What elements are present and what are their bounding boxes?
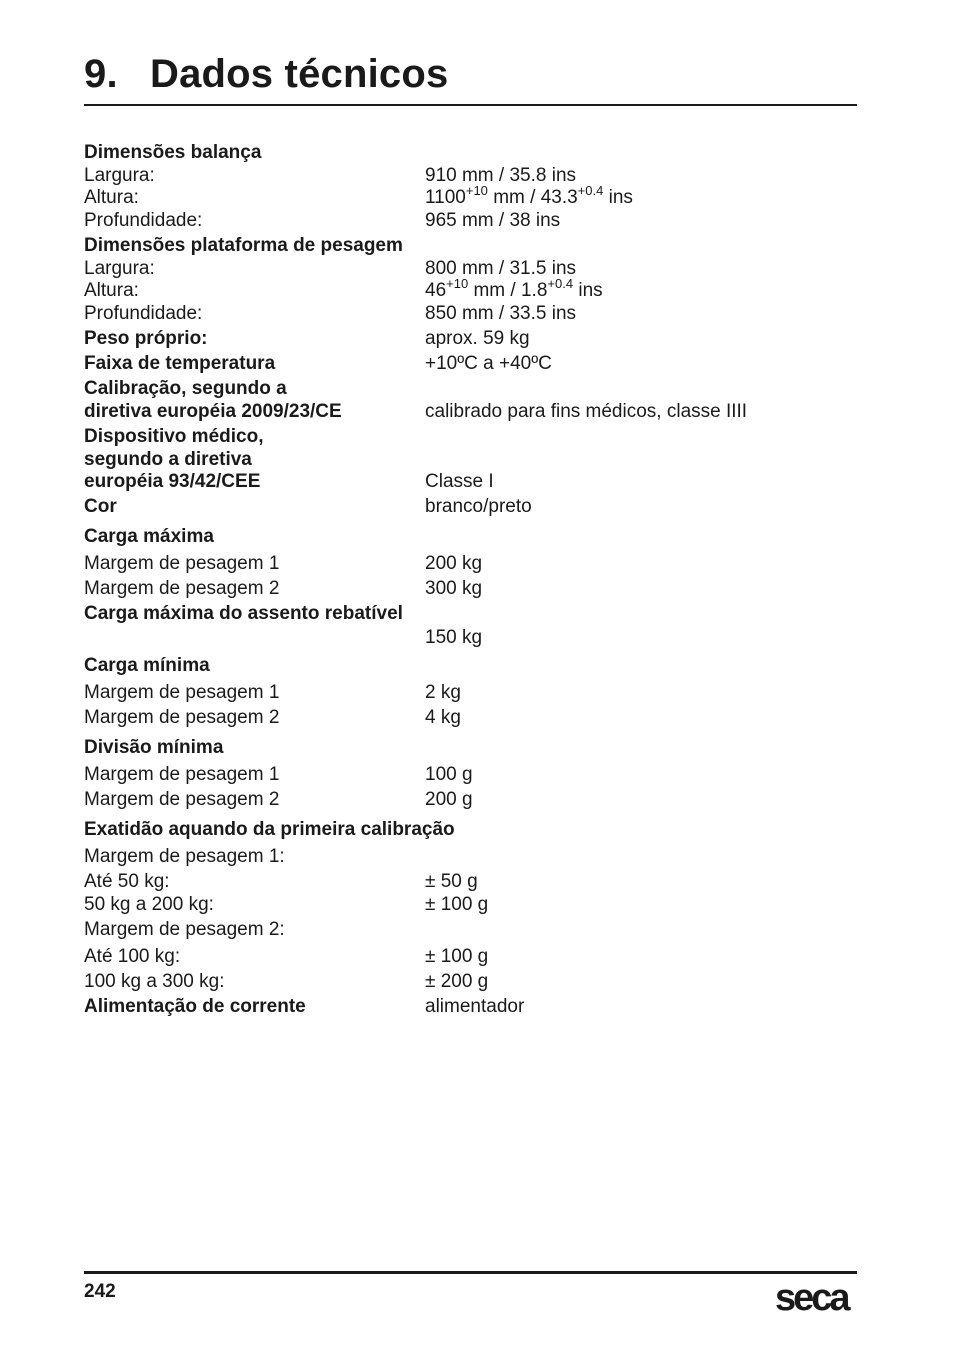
spec-heading: Carga máxima do assento rebatível	[84, 603, 403, 624]
tolerance-superscript: +10	[446, 276, 469, 291]
spec-label: Altura:	[84, 280, 139, 301]
spec-heading: diretiva européia 2009/23/CE	[84, 401, 342, 422]
spec-heading: Calibração, segundo a	[84, 378, 287, 399]
spec-value: 100 g	[425, 764, 473, 785]
value-part: mm / 1.8	[468, 280, 548, 301]
spec-row	[84, 818, 857, 842]
footer-rule	[84, 1271, 857, 1274]
spec-label: Até 100 kg:	[84, 946, 181, 967]
spec-row	[84, 327, 857, 351]
spec-row	[84, 845, 857, 869]
spec-row	[84, 763, 857, 787]
spec-value: 800 mm / 31.5 ins	[425, 258, 577, 279]
spec-value: aprox. 59 kg	[425, 328, 530, 349]
tolerance-superscript: +0.4	[577, 183, 604, 198]
spec-row	[84, 209, 857, 233]
spec-heading: Alimentação de corrente	[84, 996, 306, 1017]
spec-label: Profundidade:	[84, 303, 203, 324]
spec-heading: européia 93/42/CEE	[84, 471, 261, 492]
spec-row	[84, 681, 857, 705]
spec-value: 850 mm / 33.5 ins	[425, 303, 577, 324]
spec-row	[84, 377, 857, 401]
spec-heading: Dimensões plataforma de pesagem	[84, 235, 403, 256]
spec-row	[84, 626, 857, 650]
spec-row	[84, 400, 857, 424]
spec-value: calibrado para fins médicos, classe IIII	[425, 401, 748, 422]
spec-value: 4 kg	[425, 707, 461, 728]
spec-heading: Dimensões balança	[84, 142, 262, 163]
spec-value: 910 mm / 35.8 ins	[425, 165, 577, 186]
spec-value: branco/preto	[425, 496, 532, 517]
page-title	[84, 52, 448, 97]
spec-heading: Divisão mínima	[84, 737, 224, 758]
spec-label: Margem de pesagem 1:	[84, 846, 285, 867]
spec-row	[84, 141, 857, 165]
spec-row	[84, 495, 857, 519]
spec-label: Margem de pesagem 1	[84, 682, 280, 703]
spec-label: 50 kg a 200 kg:	[84, 894, 214, 915]
spec-row	[84, 425, 857, 449]
spec-row	[84, 706, 857, 730]
spec-label: Margem de pesagem 2	[84, 707, 280, 728]
spec-label: Altura:	[84, 187, 139, 208]
spec-value: ± 50 g	[425, 871, 478, 892]
spec-row	[84, 945, 857, 969]
spec-row	[84, 448, 857, 472]
value-part: 46	[425, 280, 447, 301]
spec-row	[84, 257, 857, 281]
spec-value: 965 mm / 38 ins	[425, 210, 561, 231]
spec-row	[84, 918, 857, 942]
spec-value: alimentador	[425, 996, 525, 1017]
spec-value: 200 kg	[425, 553, 483, 574]
seca-logo	[774, 1276, 858, 1316]
spec-row	[84, 970, 857, 994]
section-title: Dados técnicos	[150, 52, 449, 96]
spec-row	[84, 302, 857, 326]
spec-row	[84, 893, 857, 917]
spec-row	[84, 470, 857, 494]
spec-label: Margem de pesagem 1	[84, 764, 280, 785]
spec-row	[84, 995, 857, 1019]
spec-row	[84, 183, 857, 210]
section-number: 9.	[84, 52, 118, 96]
seca-logo-text: seca	[775, 1277, 848, 1316]
spec-value: 2 kg	[425, 682, 461, 703]
spec-heading: Dispositivo médico,	[84, 426, 264, 447]
spec-label: Até 50 kg:	[84, 871, 170, 892]
spec-row	[84, 654, 857, 678]
spec-value	[425, 276, 603, 303]
header-rule	[84, 104, 857, 106]
spec-label: 100 kg a 300 kg:	[84, 971, 225, 992]
spec-value: Classe I	[425, 471, 494, 492]
spec-label: Profundidade:	[84, 210, 203, 231]
spec-row	[84, 276, 857, 303]
spec-value: ± 100 g	[425, 894, 489, 915]
spec-heading: Peso próprio:	[84, 328, 208, 349]
spec-row	[84, 352, 857, 376]
spec-row	[84, 552, 857, 576]
spec-heading: segundo a diretiva	[84, 449, 252, 470]
spec-value: 200 g	[425, 789, 473, 810]
spec-value	[425, 183, 633, 210]
spec-value: ± 200 g	[425, 971, 489, 992]
spec-value: 300 kg	[425, 578, 483, 599]
spec-heading: Cor	[84, 496, 117, 517]
spec-row	[84, 788, 857, 812]
spec-row	[84, 577, 857, 601]
value-part: 1100	[425, 187, 466, 208]
spec-row	[84, 234, 857, 258]
spec-label: Largura:	[84, 165, 155, 186]
tolerance-superscript: +10	[465, 183, 488, 198]
value-part: ins	[603, 187, 633, 208]
spec-value: ± 100 g	[425, 946, 489, 967]
value-part: ins	[573, 280, 603, 301]
spec-row	[84, 602, 857, 626]
spec-heading: Exatidão aquando da primeira calibração	[84, 819, 455, 840]
spec-row	[84, 870, 857, 894]
spec-heading: Faixa de temperatura	[84, 353, 276, 374]
spec-row	[84, 736, 857, 760]
spec-heading: Carga mínima	[84, 655, 210, 676]
spec-label: Margem de pesagem 2	[84, 789, 280, 810]
spec-row	[84, 525, 857, 549]
value-part: mm / 43.3	[487, 187, 578, 208]
page-number: 242	[84, 1281, 116, 1302]
spec-value: +10ºC a +40ºC	[425, 353, 552, 374]
tolerance-superscript: +0.4	[547, 276, 574, 291]
spec-label: Largura:	[84, 258, 155, 279]
spec-label: Margem de pesagem 1	[84, 553, 280, 574]
spec-heading: Carga máxima	[84, 526, 214, 547]
spec-value: 150 kg	[425, 627, 483, 648]
spec-label: Margem de pesagem 2:	[84, 919, 285, 940]
spec-label: Margem de pesagem 2	[84, 578, 280, 599]
